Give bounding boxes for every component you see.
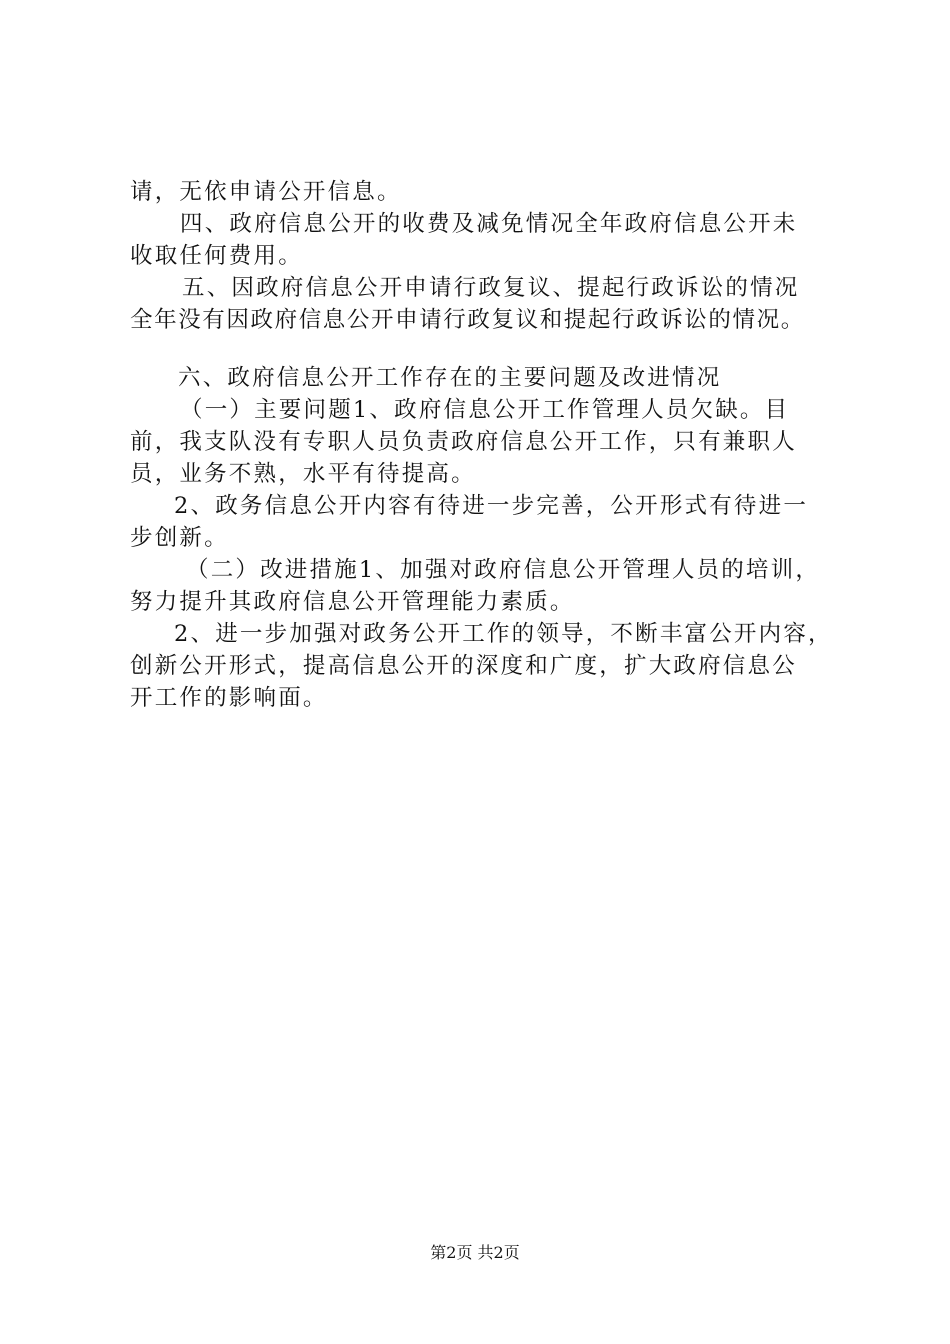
text-line: 员，业务不熟，水平有待提高。 <box>130 461 476 487</box>
text-line: 五、因政府信息公开申请行政复议、提起行政诉讼的情况 <box>182 275 800 301</box>
text-line: 前，我支队没有专职人员负责政府信息公开工作，只有兼职人 <box>130 429 797 455</box>
page-number-footer: 第2页 共2页 <box>430 1243 520 1262</box>
section-heading: 六、政府信息公开工作存在的主要问题及改进情况 <box>178 365 722 391</box>
text-line: 2、政务信息公开内容有待进一步完善，公开形式有待进一 <box>174 493 809 519</box>
text-line: 步创新。 <box>130 525 229 551</box>
text-line: 创新公开形式，提高信息公开的深度和广度，扩大政府信息公 <box>130 653 797 679</box>
text-line: 收取任何费用。 <box>130 243 303 269</box>
text-line: 2、进一步加强对政务公开工作的领导，不断丰富公开内容， <box>174 621 833 647</box>
text-line: 四、政府信息公开的收费及减免情况全年政府信息公开未 <box>180 211 798 237</box>
text-line: （一）主要问题1、政府信息公开工作管理人员欠缺。目 <box>180 397 790 423</box>
text-line: 全年没有因政府信息公开申请行政复议和提起行政诉讼的情况。 <box>130 307 805 333</box>
text-line: （二）改进措施1、加强对政府信息公开管理人员的培训， <box>186 557 821 583</box>
text-line: 努力提升其政府信息公开管理能力素质。 <box>130 589 575 615</box>
text-line: 请，无依申请公开信息。 <box>130 179 402 205</box>
text-line: 开工作的影响面。 <box>130 685 328 711</box>
